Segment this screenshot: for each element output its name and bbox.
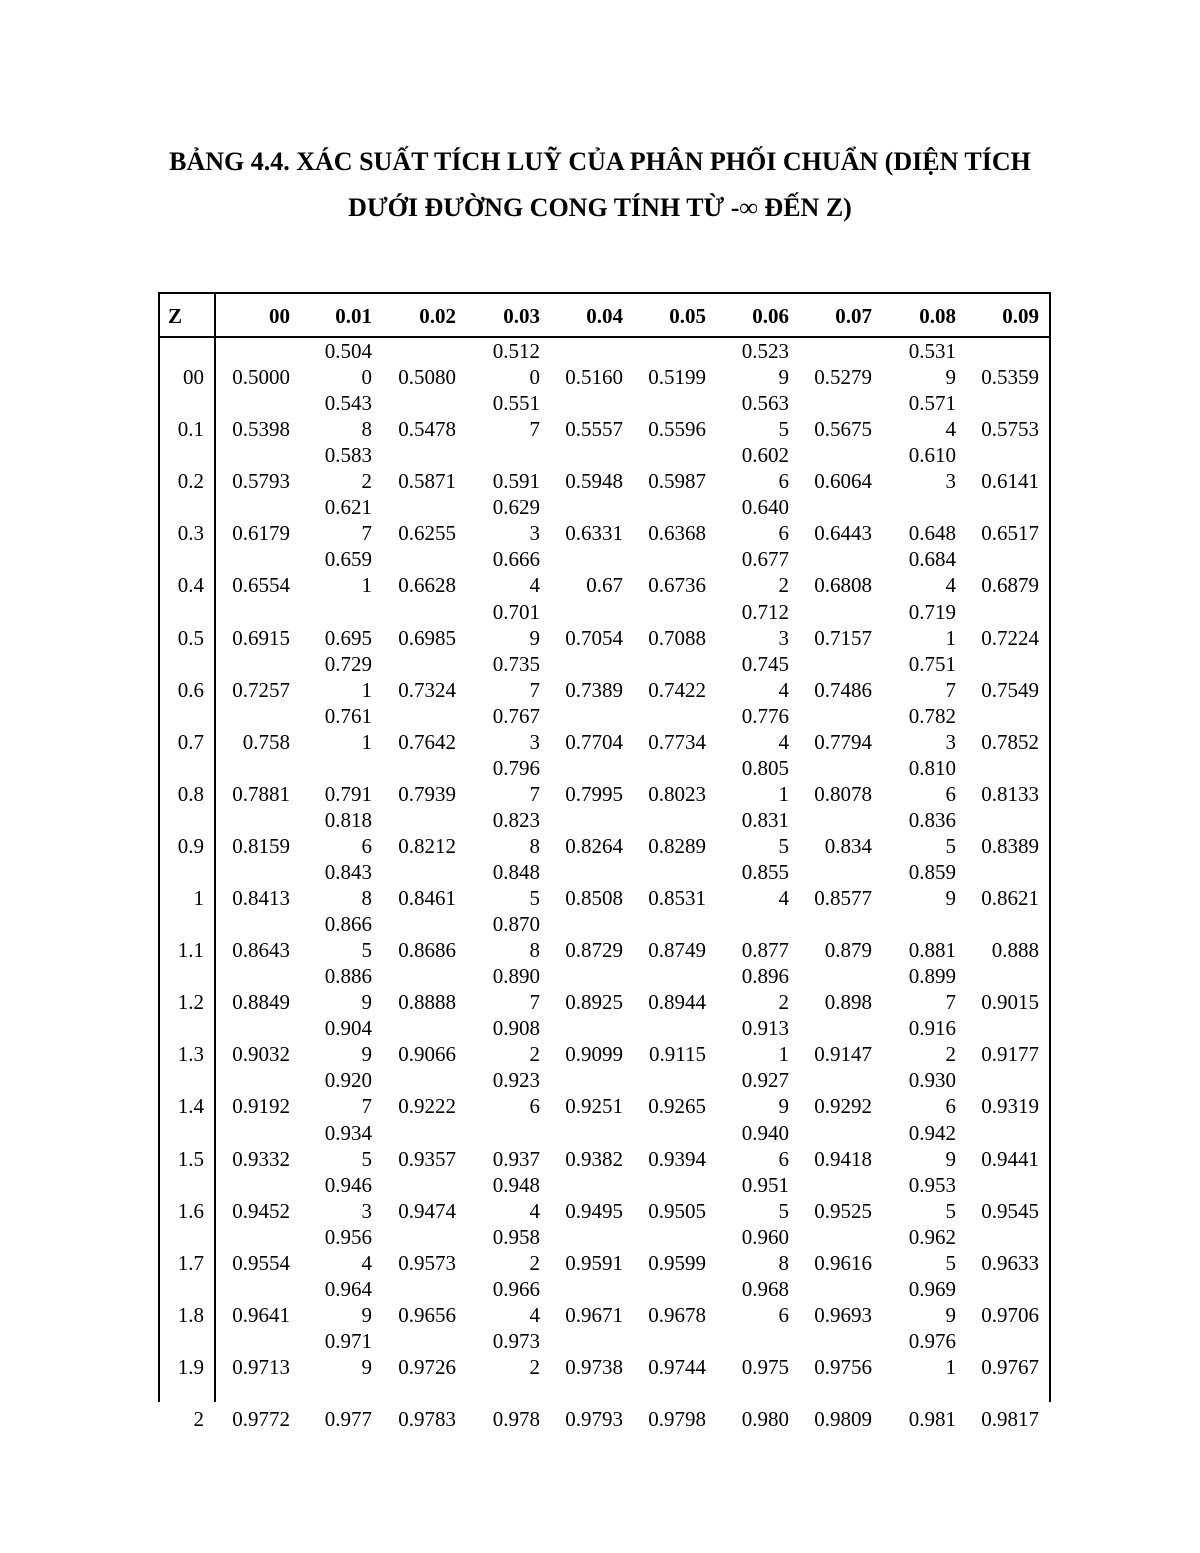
probability-cell: 0.5279 [814, 365, 872, 389]
probability-cell: 0.9452 [232, 1198, 290, 1223]
probability-cell: 0.968 6 [741, 1276, 789, 1327]
probability-cell: 0.7852 [981, 729, 1039, 754]
probability-cell: 0.946 3 [324, 1172, 372, 1223]
probability-cell: 0.9545 [981, 1198, 1039, 1223]
probability-cell: 0.9713 [232, 1354, 290, 1379]
column-header-0.08: 0.08 [919, 304, 956, 328]
probability-cell: 0.776 4 [741, 703, 789, 754]
z-value-cell: 1.8 [177, 1302, 204, 1327]
probability-cell: 0.899 7 [908, 964, 956, 1015]
probability-cell: 0.5987 [648, 469, 706, 494]
probability-cell: 0.9418 [814, 1146, 872, 1171]
probability-cell: 0.8577 [814, 886, 872, 910]
probability-cell: 0.5080 [398, 365, 456, 389]
probability-cell: 0.981 [908, 1407, 956, 1431]
probability-cell: 0.940 6 [741, 1120, 789, 1171]
z-value-cell: 1.6 [177, 1198, 204, 1223]
probability-cell: 0.5000 [232, 365, 290, 389]
probability-cell: 0.5398 [232, 417, 290, 442]
probability-cell: 0.9015 [981, 990, 1039, 1015]
probability-cell: 0.571 4 [908, 391, 956, 442]
probability-cell: 0.7549 [981, 677, 1039, 702]
probability-cell: 0.8729 [565, 938, 623, 963]
z-value-cell: 1.3 [177, 1042, 204, 1067]
probability-cell: 0.6141 [981, 469, 1039, 494]
probability-cell: 0.5160 [565, 365, 623, 389]
probability-cell: 0.7157 [814, 625, 872, 650]
probability-cell: 0.767 3 [492, 703, 540, 754]
probability-cell: 0.958 2 [492, 1224, 540, 1275]
column-header-0.03: 0.03 [503, 304, 540, 328]
probability-cell: 0.729 1 [324, 651, 372, 702]
probability-cell: 0.796 7 [492, 755, 540, 806]
probability-cell: 0.791 [324, 781, 372, 806]
probability-cell: 0.896 2 [741, 964, 789, 1015]
probability-cell: 0.563 5 [741, 391, 789, 442]
probability-cell: 0.659 1 [324, 547, 372, 598]
probability-cell: 0.8023 [648, 781, 706, 806]
z-value-cell: 0.6 [177, 677, 204, 702]
probability-cell: 0.877 [741, 938, 789, 963]
probability-cell: 0.960 8 [741, 1224, 789, 1275]
probability-cell: 0.7995 [565, 781, 623, 806]
column-header-0.01: 0.01 [335, 304, 372, 328]
probability-cell: 0.848 5 [492, 860, 540, 910]
column-header-0.07: 0.07 [835, 304, 872, 328]
probability-cell: 0.859 9 [908, 860, 956, 910]
probability-cell: 0.7054 [565, 625, 623, 650]
probability-cell: 0.879 [824, 938, 872, 963]
probability-cell: 0.9357 [398, 1146, 456, 1171]
probability-cell: 0.629 3 [492, 495, 540, 546]
probability-cell: 0.9599 [648, 1250, 706, 1275]
probability-cell: 0.5199 [648, 365, 706, 389]
probability-cell: 0.9265 [648, 1094, 706, 1119]
probability-cell: 0.602 6 [741, 443, 789, 494]
probability-cell: 0.8289 [648, 833, 706, 858]
probability-cell: 0.866 5 [324, 912, 372, 963]
z-value-cell: 1.1 [177, 938, 204, 963]
probability-cell: 0.9177 [981, 1042, 1039, 1067]
probability-cell: 0.831 5 [741, 807, 789, 858]
probability-cell: 0.927 9 [741, 1068, 789, 1119]
probability-cell: 0.8133 [981, 781, 1039, 806]
probability-cell: 0.543 8 [324, 391, 372, 442]
probability-cell: 0.964 9 [324, 1276, 372, 1327]
probability-cell: 0.621 7 [324, 495, 372, 546]
probability-cell: 0.7794 [814, 729, 872, 754]
probability-cell: 0.8531 [648, 886, 706, 910]
probability-cell: 0.735 7 [492, 651, 540, 702]
probability-cell: 0.969 9 [908, 1276, 956, 1327]
probability-cell: 0.898 [824, 990, 872, 1015]
probability-cell: 0.951 5 [741, 1172, 789, 1223]
probability-cell: 0.855 4 [741, 860, 789, 910]
z-value-cell: 2 [193, 1407, 204, 1431]
probability-cell: 0.551 7 [492, 391, 540, 442]
z-value-cell: 0.3 [177, 521, 204, 546]
probability-cell: 0.920 7 [324, 1068, 372, 1119]
z-value-cell: 1.5 [177, 1146, 204, 1171]
probability-cell: 0.7224 [981, 625, 1039, 650]
probability-cell: 0.980 [741, 1407, 789, 1431]
column-header-00: 00 [269, 304, 290, 328]
probability-cell: 0.701 9 [492, 599, 540, 650]
probability-cell: 0.648 [908, 521, 956, 546]
probability-cell: 0.684 4 [908, 547, 956, 598]
probability-cell: 0.8389 [981, 833, 1039, 858]
probability-cell: 0.504 0 [324, 339, 372, 389]
probability-cell: 0.8461 [398, 886, 456, 910]
probability-cell: 0.591 [492, 469, 540, 494]
probability-cell: 0.7642 [398, 729, 456, 754]
probability-cell: 0.5596 [648, 417, 706, 442]
probability-cell: 0.9738 [565, 1354, 623, 1379]
probability-cell: 0.8078 [814, 781, 872, 806]
probability-cell: 0.956 4 [324, 1224, 372, 1275]
probability-cell: 0.9222 [398, 1094, 456, 1119]
probability-cell: 0.818 6 [324, 807, 372, 858]
probability-cell: 0.9726 [398, 1354, 456, 1379]
z-value-cell: 0.1 [177, 417, 204, 442]
probability-cell: 0.5753 [981, 417, 1039, 442]
z-value-cell: 1.2 [177, 990, 204, 1015]
column-header-z: Z [168, 304, 183, 328]
probability-cell: 0.523 9 [741, 339, 789, 389]
probability-cell: 0.5359 [981, 365, 1039, 389]
probability-cell: 0.973 2 [492, 1328, 540, 1379]
probability-cell: 0.843 8 [324, 860, 372, 910]
probability-cell: 0.751 7 [908, 651, 956, 702]
probability-cell: 0.6736 [648, 573, 706, 598]
probability-cell: 0.7088 [648, 625, 706, 650]
probability-cell: 0.9591 [565, 1250, 623, 1275]
probability-cell: 0.9319 [981, 1094, 1039, 1119]
column-header-0.09: 0.09 [1002, 304, 1039, 328]
z-value-cell: 0.9 [177, 833, 204, 858]
z-value-cell: 1.7 [177, 1250, 204, 1275]
probability-cell: 0.782 3 [908, 703, 956, 754]
probability-cell: 0.9474 [398, 1198, 456, 1223]
probability-cell: 0.7734 [648, 729, 706, 754]
probability-cell: 0.934 5 [324, 1120, 372, 1171]
probability-cell: 0.666 4 [492, 547, 540, 598]
probability-cell: 0.9394 [648, 1146, 706, 1171]
probability-cell: 0.9192 [232, 1094, 290, 1119]
probability-cell: 0.904 9 [324, 1016, 372, 1067]
probability-cell: 0.6554 [232, 573, 290, 598]
probability-cell: 0.7486 [814, 677, 872, 702]
probability-cell: 0.836 5 [908, 807, 956, 858]
probability-cell: 0.9706 [981, 1302, 1039, 1327]
probability-cell: 0.805 1 [741, 755, 789, 806]
probability-cell: 0.948 4 [492, 1172, 540, 1223]
z-value-cell: 0.2 [177, 469, 204, 494]
probability-cell: 0.976 1 [908, 1328, 956, 1379]
probability-cell: 0.9793 [565, 1407, 623, 1431]
z-value-cell: 1 [193, 886, 204, 910]
probability-cell: 0.8749 [648, 938, 706, 963]
probability-cell: 0.6331 [565, 521, 623, 546]
probability-cell: 0.923 6 [492, 1068, 540, 1119]
probability-cell: 0.930 6 [908, 1068, 956, 1119]
probability-cell: 0.610 3 [908, 443, 956, 494]
probability-cell: 0.67 [586, 573, 623, 598]
probability-cell: 0.953 5 [908, 1172, 956, 1223]
probability-cell: 0.890 7 [492, 964, 540, 1015]
probability-cell: 0.9809 [814, 1407, 872, 1431]
z-value-cell: 0.7 [177, 729, 204, 754]
probability-cell: 0.8944 [648, 990, 706, 1015]
probability-cell: 0.7939 [398, 781, 456, 806]
probability-cell: 0.9744 [648, 1354, 706, 1379]
probability-cell: 0.7389 [565, 677, 623, 702]
probability-cell: 0.9656 [398, 1302, 456, 1327]
probability-cell: 0.8849 [232, 990, 290, 1015]
probability-cell: 0.583 2 [324, 443, 372, 494]
probability-cell: 0.6179 [232, 521, 290, 546]
probability-cell: 0.9554 [232, 1250, 290, 1275]
probability-cell: 0.640 6 [741, 495, 789, 546]
probability-cell: 0.8621 [981, 886, 1039, 910]
probability-cell: 0.9382 [565, 1146, 623, 1171]
probability-cell: 0.9756 [814, 1354, 872, 1379]
probability-cell: 0.7881 [232, 781, 290, 806]
column-header-0.06: 0.06 [752, 304, 789, 328]
probability-cell: 0.823 8 [492, 807, 540, 858]
probability-cell: 0.9147 [814, 1042, 872, 1067]
probability-cell: 0.8686 [398, 938, 456, 963]
probability-cell: 0.6915 [232, 625, 290, 650]
probability-cell: 0.942 9 [908, 1120, 956, 1171]
probability-cell: 0.9616 [814, 1250, 872, 1275]
probability-cell: 0.913 1 [741, 1016, 789, 1067]
probability-cell: 0.6064 [814, 469, 872, 494]
page-title-line-1: BẢNG 4.4. XÁC SUẤT TÍCH LUỸ CỦA PHÂN PHỐI CHUẨN (DIỆN TÍCH [169, 147, 1031, 176]
probability-cell: 0.7257 [232, 677, 290, 702]
probability-cell: 0.908 2 [492, 1016, 540, 1067]
column-header-0.02: 0.02 [419, 304, 456, 328]
probability-cell: 0.5948 [565, 469, 623, 494]
probability-cell: 0.888 [991, 938, 1039, 963]
probability-cell: 0.512 0 [492, 339, 540, 389]
probability-cell: 0.971 9 [324, 1328, 372, 1379]
probability-cell: 0.8925 [565, 990, 623, 1015]
z-value-cell: 00 [183, 365, 204, 389]
probability-cell: 0.6985 [398, 625, 456, 650]
probability-cell: 0.9066 [398, 1042, 456, 1067]
probability-cell: 0.9099 [565, 1042, 623, 1067]
probability-cell: 0.8643 [232, 938, 290, 963]
probability-cell: 0.810 6 [908, 755, 956, 806]
probability-cell: 0.9032 [232, 1042, 290, 1067]
probability-cell: 0.5675 [814, 417, 872, 442]
probability-cell: 0.761 1 [324, 703, 372, 754]
probability-cell: 0.9767 [981, 1354, 1039, 1379]
probability-cell: 0.8212 [398, 833, 456, 858]
probability-cell: 0.870 8 [492, 912, 540, 963]
probability-cell: 0.6368 [648, 521, 706, 546]
probability-cell: 0.6517 [981, 521, 1039, 546]
column-header-0.04: 0.04 [586, 304, 623, 328]
probability-cell: 0.9783 [398, 1407, 456, 1431]
probability-cell: 0.719 1 [908, 599, 956, 650]
probability-cell: 0.677 2 [741, 547, 789, 598]
probability-cell: 0.712 3 [741, 599, 789, 650]
probability-cell: 0.962 5 [908, 1224, 956, 1275]
probability-cell: 0.937 [492, 1146, 540, 1171]
probability-cell: 0.8413 [232, 886, 290, 910]
probability-cell: 0.9115 [649, 1042, 706, 1067]
probability-cell: 0.966 4 [492, 1276, 540, 1327]
probability-cell: 0.977 [324, 1407, 372, 1431]
probability-cell: 0.6628 [398, 573, 456, 598]
z-value-cell: 0.5 [177, 625, 204, 650]
probability-cell: 0.8888 [398, 990, 456, 1015]
probability-cell: 0.9505 [648, 1198, 706, 1223]
probability-cell: 0.531 9 [908, 339, 956, 389]
probability-cell: 0.758 [242, 729, 290, 754]
z-table [158, 292, 1051, 1431]
probability-cell: 0.9525 [814, 1198, 872, 1223]
probability-cell: 0.8264 [565, 833, 623, 858]
probability-cell: 0.7324 [398, 677, 456, 702]
z-value-cell: 0.4 [177, 573, 204, 598]
probability-cell: 0.9641 [232, 1302, 290, 1327]
probability-cell: 0.9251 [565, 1094, 623, 1119]
probability-cell: 0.916 2 [908, 1016, 956, 1067]
z-value-cell: 1.9 [177, 1354, 204, 1379]
probability-cell: 0.9772 [232, 1407, 290, 1431]
column-header-0.05: 0.05 [669, 304, 706, 328]
probability-cell: 0.9441 [981, 1146, 1039, 1171]
probability-cell: 0.9332 [232, 1146, 290, 1171]
probability-cell: 0.834 [824, 833, 872, 858]
probability-cell: 0.9292 [814, 1094, 872, 1119]
probability-cell: 0.5478 [398, 417, 456, 442]
probability-cell: 0.6808 [814, 573, 872, 598]
probability-cell: 0.9817 [981, 1407, 1039, 1431]
z-value-cell: 0.8 [177, 781, 204, 806]
probability-cell: 0.9495 [565, 1198, 623, 1223]
probability-cell: 0.5557 [565, 417, 623, 442]
probability-cell: 0.9798 [648, 1407, 706, 1431]
probability-cell: 0.695 [324, 625, 372, 650]
probability-cell: 0.6879 [981, 573, 1039, 598]
probability-cell: 0.9573 [398, 1250, 456, 1275]
probability-cell: 0.8159 [232, 833, 290, 858]
probability-cell: 0.978 [492, 1407, 540, 1431]
probability-cell: 0.9693 [814, 1302, 872, 1327]
probability-cell: 0.9671 [565, 1302, 623, 1327]
probability-cell: 0.5793 [232, 469, 290, 494]
probability-cell: 0.5871 [398, 469, 456, 494]
probability-cell: 0.9678 [648, 1302, 706, 1327]
probability-cell: 0.886 9 [324, 964, 372, 1015]
probability-cell: 0.7422 [648, 677, 706, 702]
probability-cell: 0.8508 [565, 886, 623, 910]
probability-cell: 0.6443 [814, 521, 872, 546]
z-value-cell: 1.4 [177, 1094, 204, 1119]
page-title-line-2: DƯỚI ĐƯỜNG CONG TÍNH TỪ -∞ ĐẾN Z) [348, 193, 852, 222]
probability-cell: 0.7704 [565, 729, 623, 754]
probability-cell: 0.9633 [981, 1250, 1039, 1275]
probability-cell: 0.881 [908, 938, 956, 963]
probability-cell: 0.975 [741, 1354, 789, 1379]
probability-cell: 0.6255 [398, 521, 456, 546]
probability-cell: 0.745 4 [741, 651, 789, 702]
